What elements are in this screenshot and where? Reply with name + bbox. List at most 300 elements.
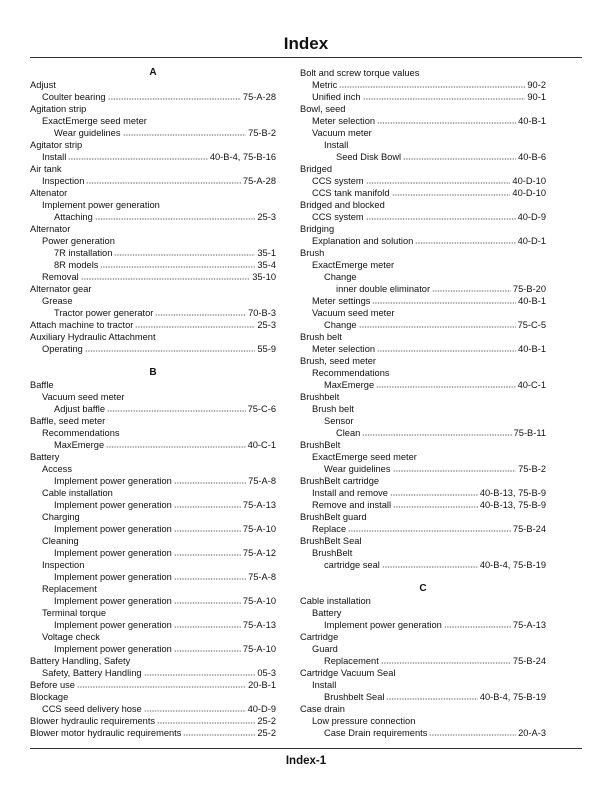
entry-page-ref: 05-3	[257, 668, 276, 678]
index-entry	[30, 511, 276, 523]
index-entry	[30, 607, 276, 619]
index-entry	[30, 667, 276, 679]
index-entry	[300, 487, 546, 499]
entry-term: cartridge seal	[324, 560, 380, 570]
entry-term: Brush belt	[300, 332, 342, 342]
entry-term: Implement power generation	[54, 476, 172, 486]
entry-page-ref: 75-A-13	[242, 500, 276, 510]
index-entry	[30, 331, 276, 343]
index-entry	[30, 271, 276, 283]
index-entry	[300, 439, 546, 451]
index-entry	[300, 271, 546, 283]
entry-page-ref: 40-B-13, 75-B-9	[479, 488, 546, 498]
index-entry	[30, 679, 276, 691]
index-entry	[300, 607, 546, 619]
entry-term: Bridged and blocked	[300, 200, 385, 210]
entry-page-ref: 40-D-9	[247, 704, 276, 714]
index-entry	[300, 91, 546, 103]
entry-term: Tractor power generator	[54, 308, 154, 318]
entry-page-ref: 75-A-12	[242, 548, 276, 558]
entry-term: Seed Disk Bowl	[336, 152, 402, 162]
dot-leader	[174, 500, 241, 508]
dot-leader	[363, 92, 526, 100]
entry-term: Cleaning	[42, 536, 79, 546]
entry-page-ref: 75-A-10	[242, 596, 276, 606]
index-entry	[30, 595, 276, 607]
index-entry	[30, 391, 276, 403]
dot-leader	[376, 380, 515, 388]
index-entry	[30, 559, 276, 571]
index-entry	[300, 307, 546, 319]
index-entry	[300, 475, 546, 487]
entry-term: Blower motor hydraulic requirements	[30, 728, 182, 738]
index-entry	[30, 343, 276, 355]
entry-page-ref: 75-C-6	[247, 404, 276, 414]
index-entry	[30, 655, 276, 667]
index-entry	[30, 235, 276, 247]
dot-leader	[174, 596, 241, 604]
index-entry	[30, 187, 276, 199]
entry-term: Altenator	[30, 188, 68, 198]
index-entry	[300, 715, 546, 727]
entry-page-ref: 75-C-5	[517, 320, 546, 330]
dot-leader	[108, 92, 241, 100]
entry-term: MaxEmerge	[324, 380, 375, 390]
index-entry	[30, 127, 276, 139]
entry-page-ref: 75-B-24	[512, 656, 546, 666]
entry-page-ref: 75-B-11	[513, 428, 546, 438]
entry-term: Access	[42, 464, 72, 474]
entry-term: CCS system	[312, 176, 364, 186]
entry-term: Inspection	[42, 176, 85, 186]
entry-term: Low pressure connection	[312, 716, 416, 726]
entry-term: CCS tank manifold	[312, 188, 390, 198]
entry-term: Implement power generation	[42, 200, 160, 210]
index-entry	[300, 67, 546, 79]
index-entry	[300, 511, 546, 523]
entry-term: Guard	[312, 644, 338, 654]
index-entry	[300, 391, 546, 403]
entry-page-ref: 75-A-28	[242, 176, 276, 186]
dot-leader	[393, 500, 478, 508]
entry-term: Adjust baffle	[54, 404, 105, 414]
index-entry	[30, 175, 276, 187]
index-entry	[300, 247, 546, 259]
dot-leader	[393, 464, 517, 472]
entry-term: Meter selection	[312, 116, 376, 126]
entry-term: Install and remove	[312, 488, 388, 498]
section-gap	[300, 571, 546, 583]
entry-term: BrushBelt cartridge	[300, 476, 380, 486]
index-entry	[30, 427, 276, 439]
entry-page-ref: 55-9	[257, 344, 276, 354]
entry-term: Inspection	[42, 560, 85, 570]
index-entry	[30, 223, 276, 235]
dot-leader	[174, 524, 241, 532]
dot-leader	[444, 620, 511, 628]
entry-term: Baffle, seed meter	[30, 416, 106, 426]
entry-term: Implement power generation	[54, 524, 172, 534]
index-entry	[300, 667, 546, 679]
dot-leader	[174, 644, 241, 652]
entry-term: Case Drain requirements	[324, 728, 428, 738]
index-entry	[300, 547, 546, 559]
entry-page-ref: 40-B-4, 75-B-19	[479, 692, 546, 702]
entry-page-ref: 75-A-8	[248, 572, 276, 582]
entry-page-ref: 40-D-9	[517, 212, 546, 222]
entry-term: Blockage	[30, 692, 69, 702]
index-entry	[300, 631, 546, 643]
entry-term: Explanation and solution	[312, 236, 414, 246]
dot-leader	[157, 716, 255, 724]
entry-term: Bowl, seed	[300, 104, 346, 114]
entry-term: BrushBelt	[312, 548, 353, 558]
index-entry	[300, 415, 546, 427]
index-entry	[300, 379, 546, 391]
entry-term: Grease	[42, 296, 73, 306]
entry-term: Bridged	[300, 164, 333, 174]
entry-term: Clean	[336, 428, 361, 438]
entry-page-ref: 25-2	[257, 728, 276, 738]
entry-page-ref: 75-A-10	[242, 524, 276, 534]
index-entry	[30, 691, 276, 703]
index-entry	[300, 223, 546, 235]
entry-term: Agitator strip	[30, 140, 83, 150]
entry-page-ref: 40-D-10	[512, 188, 546, 198]
index-entry	[30, 487, 276, 499]
index-entry	[300, 595, 546, 607]
entry-term: Install	[324, 140, 349, 150]
index-entry	[300, 643, 546, 655]
section-letter-heading: A	[149, 67, 157, 78]
entry-term: Wear guidelines	[54, 128, 121, 138]
index-entry	[30, 415, 276, 427]
entry-term: Vacuum seed meter	[312, 308, 395, 318]
entry-term: Sensor	[324, 416, 354, 426]
entry-page-ref: 90-2	[527, 80, 546, 90]
index-entry	[300, 703, 546, 715]
dot-leader	[135, 320, 255, 328]
entry-term: Implement power generation	[54, 644, 172, 654]
dot-leader	[372, 296, 516, 304]
entry-page-ref: 25-3	[257, 320, 276, 330]
index-entry	[30, 163, 276, 175]
page-footer: Index-1	[285, 755, 327, 767]
index-entry	[300, 403, 546, 415]
entry-page-ref: 40-B-4, 75-B-19	[479, 560, 546, 570]
entry-term: Implement power generation	[54, 620, 172, 630]
index-entry	[30, 283, 276, 295]
index-entry	[300, 211, 546, 223]
index-entry	[30, 715, 276, 727]
index-entry	[30, 727, 276, 739]
entry-term: Change	[324, 320, 357, 330]
dot-leader	[144, 704, 246, 712]
entry-term: Blower hydraulic requirements	[30, 716, 156, 726]
index-entry	[30, 451, 276, 463]
index-entry	[300, 343, 546, 355]
index-entry	[30, 643, 276, 655]
index-entry	[30, 619, 276, 631]
entry-term: Alternator	[30, 224, 71, 234]
entry-term: Brushbelt Seal	[324, 692, 385, 702]
entry-page-ref: 75-A-10	[242, 644, 276, 654]
index-entry	[30, 463, 276, 475]
entry-term: Battery	[30, 452, 60, 462]
entry-term: Replacement	[42, 584, 97, 594]
index-entry	[300, 655, 546, 667]
index-entry	[30, 499, 276, 511]
index-entry	[300, 319, 546, 331]
index-entry	[30, 307, 276, 319]
dot-leader	[386, 692, 477, 700]
entry-term: Implement power generation	[54, 548, 172, 558]
entry-page-ref: 75-B-20	[512, 284, 546, 294]
entry-page-ref: 25-2	[257, 716, 276, 726]
index-entry	[300, 175, 546, 187]
dot-leader	[390, 488, 478, 496]
entry-term: Unified inch	[312, 92, 361, 102]
index-entry	[30, 319, 276, 331]
entry-page-ref: 40-C-1	[247, 440, 276, 450]
entry-term: ExactEmerge seed meter	[42, 116, 147, 126]
index-entry	[30, 439, 276, 451]
index-entry	[300, 499, 546, 511]
entry-page-ref: 40-B-1	[518, 344, 546, 354]
index-entry	[30, 259, 276, 271]
entry-term: 7R installation	[54, 248, 113, 258]
entry-term: Auxiliary Hydraulic Attachment	[30, 332, 156, 342]
dot-leader	[81, 272, 251, 280]
entry-page-ref: 75-A-13	[512, 620, 546, 630]
dot-leader	[123, 128, 247, 136]
entry-term: Implement power generation	[54, 572, 172, 582]
entry-page-ref: 40-D-1	[517, 236, 546, 246]
index-entry	[300, 295, 546, 307]
entry-page-ref: 75-B-2	[248, 128, 276, 138]
entry-term: Replacement	[324, 656, 379, 666]
dot-leader	[382, 560, 478, 568]
entry-page-ref: 35-1	[257, 248, 276, 258]
index-entry	[300, 355, 546, 367]
entry-term: Alternator gear	[30, 284, 92, 294]
entry-page-ref: 25-3	[257, 212, 276, 222]
dot-leader	[86, 176, 241, 184]
dot-leader	[377, 116, 516, 124]
index-entry	[30, 295, 276, 307]
dot-leader	[183, 728, 255, 736]
entry-term: Meter selection	[312, 344, 376, 354]
entry-term: Cartridge	[300, 632, 339, 642]
entry-term: Bolt and screw torque values	[300, 68, 420, 78]
dot-leader	[85, 344, 256, 352]
index-entry	[300, 679, 546, 691]
entry-term: Adjust	[30, 80, 56, 90]
index-entry	[30, 115, 276, 127]
dot-leader	[68, 152, 208, 160]
entry-page-ref: 35-4	[257, 260, 276, 270]
entry-page-ref: 20-B-1	[248, 680, 276, 690]
index-entry	[300, 427, 546, 439]
entry-term: MaxEmerge	[54, 440, 105, 450]
index-entry	[300, 451, 546, 463]
dot-leader	[107, 404, 246, 412]
index-entry	[300, 151, 546, 163]
entry-term: Bridging	[300, 224, 335, 234]
entry-term: Brush	[300, 248, 325, 258]
index-entry	[300, 199, 546, 211]
index-entry	[300, 463, 546, 475]
section-letter-heading: C	[419, 583, 427, 594]
entry-term: Implement power generation	[324, 620, 442, 630]
entry-term: Install	[42, 152, 67, 162]
dot-leader	[366, 176, 511, 184]
index-entry	[300, 235, 546, 247]
entry-term: Cable installation	[42, 488, 113, 498]
index-entry	[30, 547, 276, 559]
entry-term: Battery	[312, 608, 342, 618]
entry-term: Remove and install	[312, 500, 392, 510]
entry-page-ref: 75-A-28	[242, 92, 276, 102]
index-column-left	[30, 67, 276, 739]
entry-term: Attach machine to tractor	[30, 320, 134, 330]
dot-leader	[429, 728, 516, 736]
index-entry	[300, 259, 546, 271]
index-entry	[300, 187, 546, 199]
entry-term: Replace	[312, 524, 347, 534]
entry-page-ref: 40-B-1	[518, 116, 546, 126]
entry-term: Recommendations	[42, 428, 120, 438]
index-entry	[30, 79, 276, 91]
entry-page-ref: 40-C-1	[517, 380, 546, 390]
entry-term: Recommendations	[312, 368, 390, 378]
dot-leader	[359, 320, 516, 328]
entry-term: Baffle	[30, 380, 54, 390]
dot-leader	[381, 656, 511, 664]
index-entry	[30, 535, 276, 547]
entry-page-ref: 70-B-3	[248, 308, 276, 318]
dot-leader	[144, 668, 256, 676]
index-entry	[30, 703, 276, 715]
dot-leader	[415, 236, 515, 244]
footer-rule	[30, 748, 582, 749]
entry-page-ref: 35-10	[252, 272, 276, 282]
section-gap	[30, 355, 276, 367]
entry-term: Brush belt	[312, 404, 354, 414]
entry-page-ref: 40-D-10	[512, 176, 546, 186]
entry-term: Cartridge Vacuum Seal	[300, 668, 396, 678]
dot-leader	[95, 212, 256, 220]
entry-term: ExactEmerge meter	[312, 260, 395, 270]
entry-term: Wear guidelines	[324, 464, 391, 474]
index-entry	[300, 619, 546, 631]
index-entry	[30, 523, 276, 535]
dot-leader	[100, 260, 255, 268]
entry-term: Safety, Battery Handling	[42, 668, 142, 678]
index-entry	[300, 103, 546, 115]
index-entry	[30, 571, 276, 583]
entry-term: Meter settings	[312, 296, 371, 306]
index-entry	[300, 691, 546, 703]
entry-term: inner double eliminator	[336, 284, 431, 294]
entry-term: Vacuum meter	[312, 128, 372, 138]
dot-leader	[348, 524, 511, 532]
entry-term: Removal	[42, 272, 79, 282]
entry-term: BrushBelt	[300, 440, 341, 450]
entry-term: Before use	[30, 680, 75, 690]
dot-leader	[403, 152, 516, 160]
index-entry	[300, 127, 546, 139]
entry-term: CCS seed delivery hose	[42, 704, 142, 714]
index-entry	[30, 103, 276, 115]
entry-term: Charging	[42, 512, 80, 522]
index-entry	[30, 139, 276, 151]
index-entry	[300, 79, 546, 91]
index-entry	[30, 403, 276, 415]
entry-term: Install	[312, 680, 337, 690]
entry-term: Voltage check	[42, 632, 100, 642]
page-title: Index	[283, 34, 329, 53]
header-rule	[30, 57, 582, 58]
entry-term: Brushbelt	[300, 392, 340, 402]
dot-leader	[432, 284, 511, 292]
entry-term: Battery Handling, Safety	[30, 656, 131, 666]
entry-term: Attaching	[54, 212, 93, 222]
index-entry	[300, 559, 546, 571]
entry-page-ref: 40-B-6	[518, 152, 546, 162]
index-entry	[300, 523, 546, 535]
entry-page-ref: 75-A-8	[248, 476, 276, 486]
index-entry	[30, 247, 276, 259]
index-entry	[300, 115, 546, 127]
entry-term: Change	[324, 272, 357, 282]
index-entry	[300, 283, 546, 295]
index-entry	[30, 583, 276, 595]
index-entry	[30, 631, 276, 643]
dot-leader	[174, 620, 241, 628]
index-entry	[30, 91, 276, 103]
entry-page-ref: 75-B-24	[512, 524, 546, 534]
entry-term: Vacuum seed meter	[42, 392, 125, 402]
entry-term: Air tank	[30, 164, 62, 174]
index-entry	[300, 331, 546, 343]
index-entry	[30, 379, 276, 391]
dot-leader	[362, 428, 511, 436]
index-entry	[30, 199, 276, 211]
entry-term: Implement power generation	[54, 500, 172, 510]
entry-term: Case drain	[300, 704, 345, 714]
dot-leader	[174, 548, 241, 556]
dot-leader	[392, 188, 511, 196]
entry-term: Agitation strip	[30, 104, 87, 114]
entry-term: Power generation	[42, 236, 115, 246]
index-entry	[300, 535, 546, 547]
dot-leader	[377, 344, 516, 352]
entry-page-ref: 90-1	[527, 92, 546, 102]
entry-term: Brush, seed meter	[300, 356, 376, 366]
entry-term: BrushBelt guard	[300, 512, 367, 522]
entry-term: Operating	[42, 344, 83, 354]
index-entry	[300, 367, 546, 379]
index-entry	[30, 211, 276, 223]
index-entry	[300, 727, 546, 739]
entry-term: ExactEmerge seed meter	[312, 452, 417, 462]
dot-leader	[366, 212, 516, 220]
index-entry	[300, 139, 546, 151]
entry-term: BrushBelt Seal	[300, 536, 362, 546]
entry-term: 8R models	[54, 260, 99, 270]
index-entry	[300, 163, 546, 175]
